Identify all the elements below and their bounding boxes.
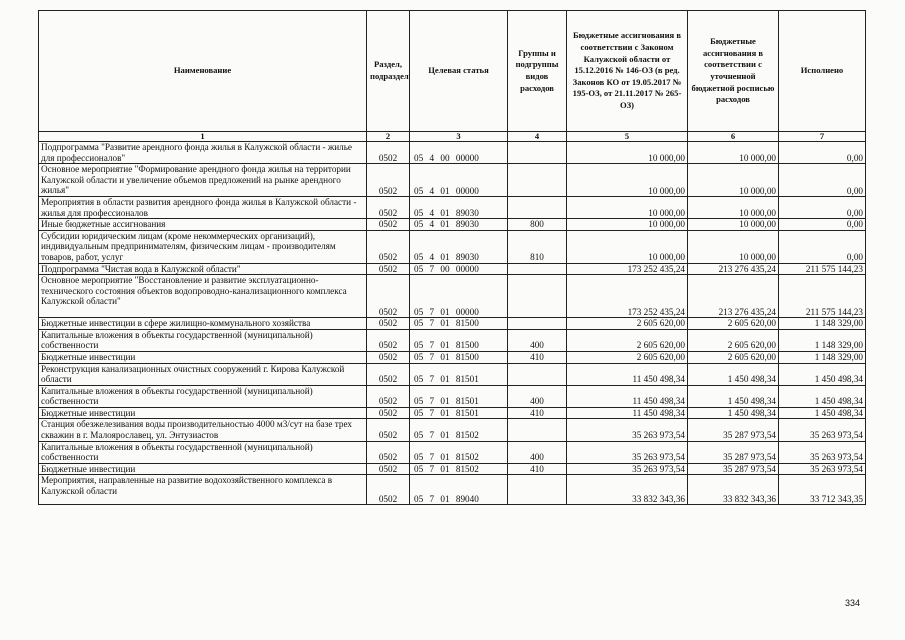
row-name-cell: Мероприятия в области развития арендного фонда жилья в Калужской области - жилья для профессионалов: [39, 197, 367, 219]
target-article-cell: 05 4 01 89030: [410, 230, 508, 263]
target-article-cell: 05 7 00 00000: [410, 263, 508, 275]
table-row: [39, 230, 866, 263]
law-allocation-cell: 11 450 498,34: [567, 363, 688, 385]
executed-cell: 1 148 329,00: [779, 329, 866, 351]
law-allocation-cell: 11 450 498,34: [567, 385, 688, 407]
target-article-cell: 05 4 01 89030: [410, 197, 508, 219]
refined-allocation-cell: 2 605 620,00: [688, 329, 779, 351]
expense-group-cell: 810: [508, 230, 567, 263]
section-code-cell: 0502: [367, 463, 410, 475]
header-target: Целевая статья: [410, 11, 508, 132]
table-row: [39, 329, 866, 351]
executed-cell: 0,00: [779, 197, 866, 219]
expense-group-cell: [508, 164, 567, 197]
header-law-allocations: Бюджетные ассигнования в соответствии с Законом Калужской области от 15.12.2016 № 146-ОЗ (в ред. Законов КО от 19.05.2017 № 195-ОЗ, от 21.11.2017 № 265-ОЗ): [567, 11, 688, 132]
page-number: 334: [845, 598, 861, 608]
target-article-cell: 05 7 01 81500: [410, 318, 508, 330]
expense-group-cell: 410: [508, 463, 567, 475]
expense-group-cell: [508, 275, 567, 318]
table-row: [39, 363, 866, 385]
table-row: [39, 197, 866, 219]
section-code-cell: 0502: [367, 407, 410, 419]
row-name-cell: Основное мероприятие "Восстановление и развитие эксплуатационно-технического состояния объектов водопроводно-канализационного комплекса Калужской области": [39, 275, 367, 318]
row-name-cell: Капитальные вложения в объекты государственной (муниципальной) собственности: [39, 441, 367, 463]
target-article-cell: 05 7 01 89040: [410, 475, 508, 505]
section-code-cell: 0502: [367, 263, 410, 275]
table-row: [39, 463, 866, 475]
executed-cell: 1 450 498,34: [779, 407, 866, 419]
executed-cell: 0,00: [779, 142, 866, 164]
row-name-cell: Бюджетные инвестиции: [39, 351, 367, 363]
executed-cell: 211 575 144,23: [779, 275, 866, 318]
expense-group-cell: 410: [508, 351, 567, 363]
section-code-cell: 0502: [367, 275, 410, 318]
law-allocation-cell: 2 605 620,00: [567, 318, 688, 330]
target-article-cell: 05 7 01 81500: [410, 329, 508, 351]
expense-group-cell: 400: [508, 441, 567, 463]
law-allocation-cell: 10 000,00: [567, 230, 688, 263]
expense-group-cell: 400: [508, 329, 567, 351]
section-code-cell: 0502: [367, 419, 410, 441]
refined-allocation-cell: 10 000,00: [688, 142, 779, 164]
column-number: 1: [39, 132, 367, 142]
row-name-cell: Реконструкция канализационных очистных сооружений г. Кирова Калужской области: [39, 363, 367, 385]
target-article-cell: 05 7 01 81500: [410, 351, 508, 363]
section-code-cell: 0502: [367, 230, 410, 263]
executed-cell: 211 575 144,23: [779, 263, 866, 275]
target-article-cell: 05 7 01 00000: [410, 275, 508, 318]
refined-allocation-cell: 213 276 435,24: [688, 275, 779, 318]
refined-allocation-cell: 2 605 620,00: [688, 318, 779, 330]
row-name-cell: Капитальные вложения в объекты государственной (муниципальной) собственности: [39, 385, 367, 407]
row-name-cell: Основное мероприятие "Формирование арендного фонда жилья на территории Калужской области и увеличение объемов предложений на рынке арендного жилья": [39, 164, 367, 197]
table-row: [39, 351, 866, 363]
section-code-cell: 0502: [367, 385, 410, 407]
refined-allocation-cell: 10 000,00: [688, 197, 779, 219]
executed-cell: 0,00: [779, 164, 866, 197]
table-row: [39, 263, 866, 275]
executed-cell: 35 263 973,54: [779, 419, 866, 441]
law-allocation-cell: 35 263 973,54: [567, 463, 688, 475]
row-name-cell: Подпрограмма "Чистая вода в Калужской области": [39, 263, 367, 275]
refined-allocation-cell: 35 287 973,54: [688, 441, 779, 463]
law-allocation-cell: 10 000,00: [567, 219, 688, 231]
section-code-cell: 0502: [367, 441, 410, 463]
table-row: [39, 407, 866, 419]
section-code-cell: 0502: [367, 329, 410, 351]
section-code-cell: 0502: [367, 142, 410, 164]
column-number: 2: [367, 132, 410, 142]
target-article-cell: 05 7 01 81501: [410, 385, 508, 407]
executed-cell: 1 148 329,00: [779, 351, 866, 363]
law-allocation-cell: 173 252 435,24: [567, 263, 688, 275]
expense-group-cell: [508, 475, 567, 505]
section-code-cell: 0502: [367, 219, 410, 231]
refined-allocation-cell: 2 605 620,00: [688, 351, 779, 363]
refined-allocation-cell: 10 000,00: [688, 219, 779, 231]
law-allocation-cell: 2 605 620,00: [567, 329, 688, 351]
table-row: [39, 164, 866, 197]
column-number: 6: [688, 132, 779, 142]
expense-group-cell: [508, 197, 567, 219]
target-article-cell: 05 7 01 81502: [410, 441, 508, 463]
law-allocation-cell: 10 000,00: [567, 197, 688, 219]
row-name-cell: Подпрограмма "Развитие арендного фонда жилья в Калужской области - жилье для профессионалов": [39, 142, 367, 164]
target-article-cell: 05 7 01 81501: [410, 363, 508, 385]
section-code-cell: 0502: [367, 363, 410, 385]
expense-group-cell: [508, 318, 567, 330]
header-refined-allocations: Бюджетные ассигнования в соответствии с уточненной бюджетной росписью расходов: [688, 11, 779, 132]
refined-allocation-cell: 35 287 973,54: [688, 419, 779, 441]
expense-group-cell: [508, 419, 567, 441]
column-number: 3: [410, 132, 508, 142]
column-number: 7: [779, 132, 866, 142]
target-article-cell: 05 7 01 81502: [410, 463, 508, 475]
column-number: 5: [567, 132, 688, 142]
refined-allocation-cell: 10 000,00: [688, 230, 779, 263]
law-allocation-cell: 35 263 973,54: [567, 441, 688, 463]
table-row: [39, 419, 866, 441]
executed-cell: 35 263 973,54: [779, 441, 866, 463]
table-row: [39, 275, 866, 318]
section-code-cell: 0502: [367, 164, 410, 197]
executed-cell: 1 148 329,00: [779, 318, 866, 330]
section-code-cell: 0502: [367, 197, 410, 219]
law-allocation-cell: 33 832 343,36: [567, 475, 688, 505]
refined-allocation-cell: 213 276 435,24: [688, 263, 779, 275]
expense-group-cell: 410: [508, 407, 567, 419]
section-code-cell: 0502: [367, 351, 410, 363]
row-name-cell: Бюджетные инвестиции: [39, 407, 367, 419]
refined-allocation-cell: 1 450 498,34: [688, 407, 779, 419]
expense-group-cell: 800: [508, 219, 567, 231]
executed-cell: 35 263 973,54: [779, 463, 866, 475]
law-allocation-cell: 35 263 973,54: [567, 419, 688, 441]
row-name-cell: Капитальные вложения в объекты государственной (муниципальной) собственности: [39, 329, 367, 351]
refined-allocation-cell: 1 450 498,34: [688, 363, 779, 385]
row-name-cell: Субсидии юридическим лицам (кроме некоммерческих организаций), индивидуальным предпринимателям, физическим лицам - производителям товаров, работ, услуг: [39, 230, 367, 263]
executed-cell: 1 450 498,34: [779, 385, 866, 407]
law-allocation-cell: 10 000,00: [567, 142, 688, 164]
law-allocation-cell: 173 252 435,24: [567, 275, 688, 318]
executed-cell: 1 450 498,34: [779, 363, 866, 385]
target-article-cell: 05 4 00 00000: [410, 142, 508, 164]
law-allocation-cell: 11 450 498,34: [567, 407, 688, 419]
executed-cell: 0,00: [779, 230, 866, 263]
header-name: Наименование: [39, 11, 367, 132]
table-row: [39, 475, 866, 505]
table-row: [39, 318, 866, 330]
row-name-cell: Станция обезжелезивания воды производительностью 4000 м3/сут на базе трех скважин в г. Малоярославец, ул. Энтузиастов: [39, 419, 367, 441]
refined-allocation-cell: 33 832 343,36: [688, 475, 779, 505]
header-row: [39, 11, 866, 132]
refined-allocation-cell: 10 000,00: [688, 164, 779, 197]
law-allocation-cell: 2 605 620,00: [567, 351, 688, 363]
expense-group-cell: [508, 363, 567, 385]
law-allocation-cell: 10 000,00: [567, 164, 688, 197]
target-article-cell: 05 7 01 81501: [410, 407, 508, 419]
section-code-cell: 0502: [367, 475, 410, 505]
expense-group-cell: [508, 263, 567, 275]
target-article-cell: 05 7 01 81502: [410, 419, 508, 441]
row-name-cell: Бюджетные инвестиции: [39, 463, 367, 475]
expense-group-cell: [508, 142, 567, 164]
table-body: [39, 142, 866, 505]
column-number-row: [39, 132, 866, 142]
table-row: [39, 385, 866, 407]
executed-cell: 33 712 343,35: [779, 475, 866, 505]
budget-table: [38, 10, 866, 505]
refined-allocation-cell: 35 287 973,54: [688, 463, 779, 475]
section-code-cell: 0502: [367, 318, 410, 330]
header-executed: Исполнено: [779, 11, 866, 132]
table-row: [39, 142, 866, 164]
table-row: [39, 441, 866, 463]
refined-allocation-cell: 1 450 498,34: [688, 385, 779, 407]
header-section: Раздел, подраздел: [367, 11, 410, 132]
header-groups: Группы и подгруппы видов расходов: [508, 11, 567, 132]
row-name-cell: Мероприятия, направленные на развитие водохозяйственного комплекса в Калужской области: [39, 475, 367, 505]
expense-group-cell: 400: [508, 385, 567, 407]
table-row: [39, 219, 866, 231]
target-article-cell: 05 4 01 89030: [410, 219, 508, 231]
row-name-cell: Бюджетные инвестиции в сфере жилищно-коммунального хозяйства: [39, 318, 367, 330]
target-article-cell: 05 4 01 00000: [410, 164, 508, 197]
row-name-cell: Иные бюджетные ассигнования: [39, 219, 367, 231]
executed-cell: 0,00: [779, 219, 866, 231]
column-number: 4: [508, 132, 567, 142]
